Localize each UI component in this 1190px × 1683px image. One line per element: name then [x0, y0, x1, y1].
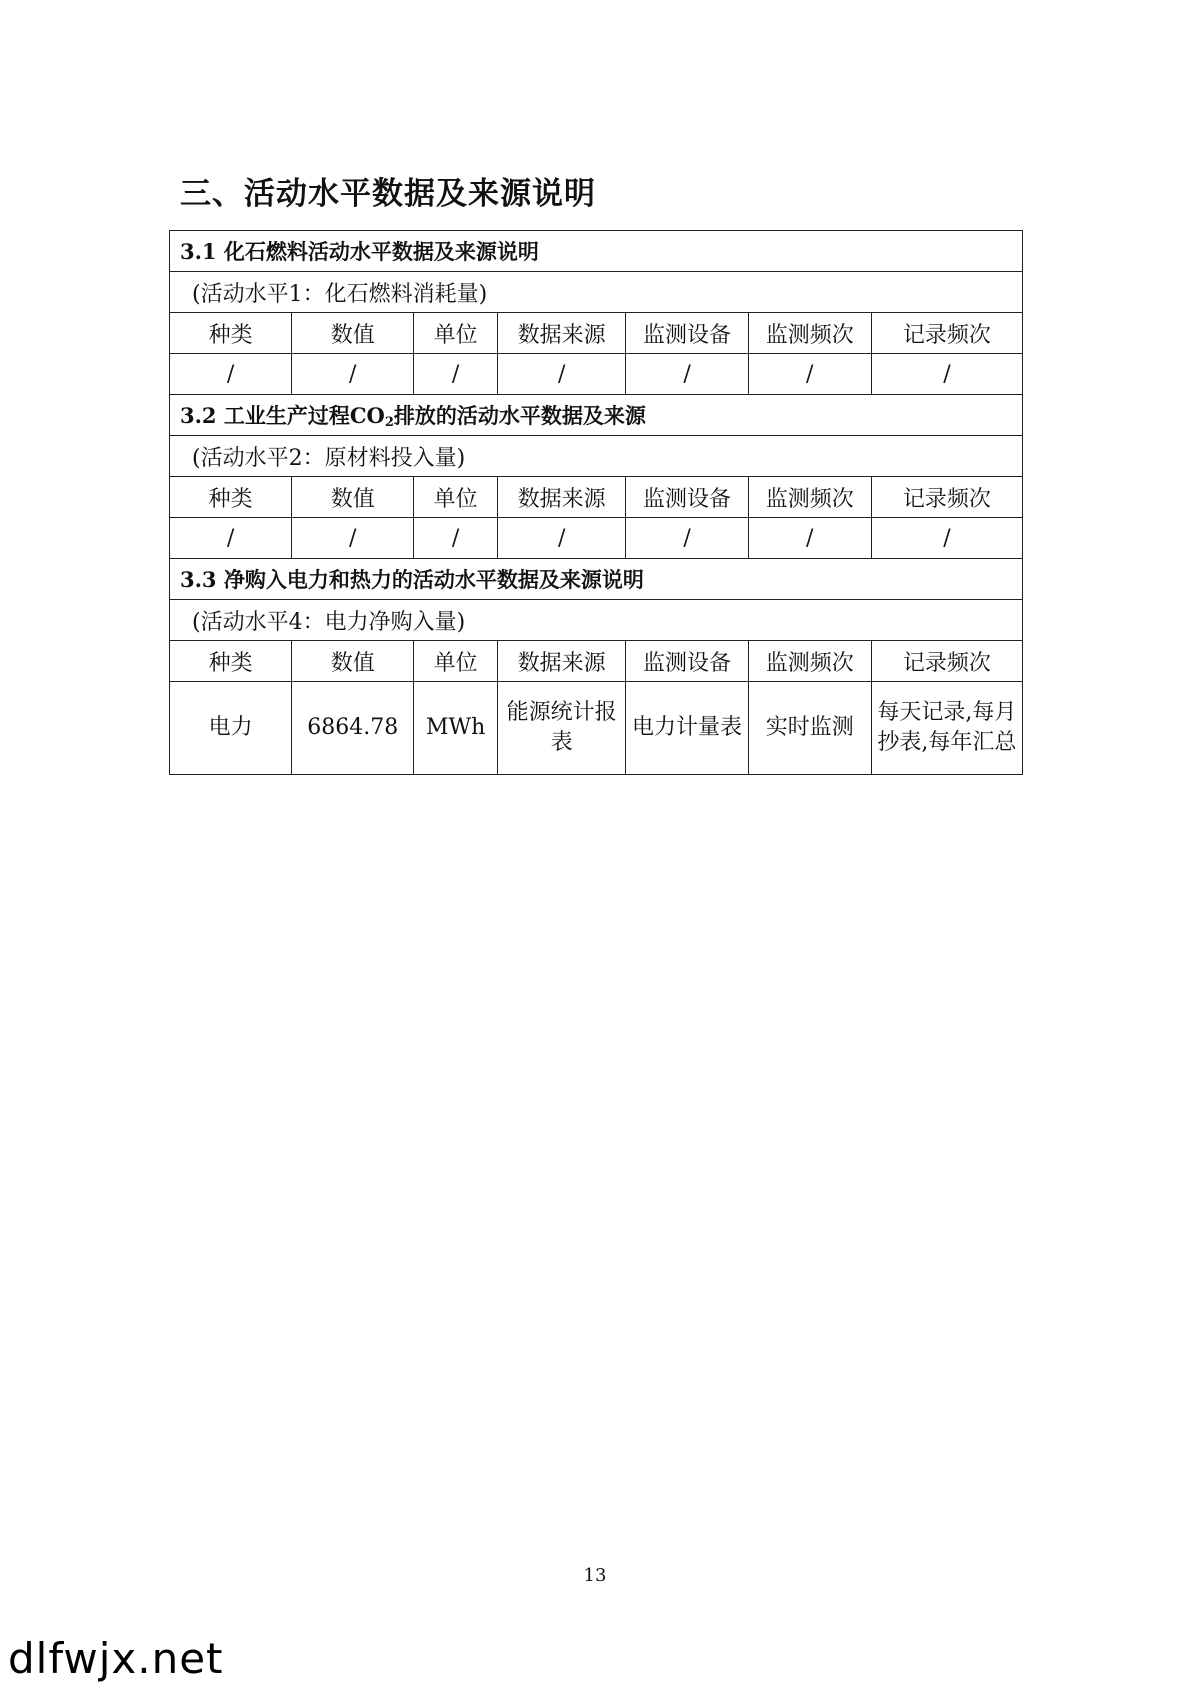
table-row — [170, 682, 1023, 775]
col-header-type: 种类 — [170, 313, 292, 354]
col-header-type: 种类 — [170, 641, 292, 682]
activity-row — [170, 272, 1023, 313]
section-title-3-3: 3.3 净购入电力和热力的活动水平数据及来源说明 — [170, 559, 1023, 600]
page-number: 13 — [583, 1565, 607, 1586]
activity-label-4: (活动水平4：电力净购入量) — [170, 600, 1023, 641]
cell-device: / — [626, 354, 748, 395]
col-header-source: 数据来源 — [497, 477, 626, 518]
cell-monitor-freq: / — [748, 518, 871, 559]
section-title-row — [170, 559, 1023, 600]
cell-source: / — [497, 354, 626, 395]
section-title-3-1: 3.1 化石燃料活动水平数据及来源说明 — [170, 231, 1023, 272]
col-header-unit: 单位 — [414, 641, 498, 682]
col-header-source: 数据来源 — [497, 313, 626, 354]
cell-record-freq: / — [871, 354, 1022, 395]
section-title-text: 排放的活动水平数据及来源 — [393, 403, 646, 428]
section-title-3-2 — [170, 395, 1023, 436]
activity-label-2: (活动水平2：原材料投入量) — [170, 436, 1023, 477]
activity-row — [170, 436, 1023, 477]
col-header-type: 种类 — [170, 477, 292, 518]
cell-monitor-freq: / — [748, 354, 871, 395]
cell-source: 能源统计报表 — [497, 682, 626, 775]
cell-record-freq: 每天记录,每月抄表,每年汇总 — [871, 682, 1022, 775]
section-title-text: 3.2 工业生产过程CO — [180, 403, 385, 428]
cell-unit: MWh — [414, 682, 498, 775]
cell-source: / — [497, 518, 626, 559]
col-header-monitor-freq: 监测频次 — [748, 477, 871, 518]
cell-value: / — [292, 518, 414, 559]
cell-value: 6864.78 — [292, 682, 414, 775]
section-title-row — [170, 395, 1023, 436]
watermark: dlfwjx.net — [8, 1634, 224, 1683]
header-row — [170, 641, 1023, 682]
subscript: 2 — [384, 415, 394, 430]
section-title-row — [170, 231, 1023, 272]
col-header-device: 监测设备 — [626, 477, 748, 518]
activity-row — [170, 600, 1023, 641]
col-header-device: 监测设备 — [626, 641, 748, 682]
col-header-monitor-freq: 监测频次 — [748, 313, 871, 354]
activity-label-1: (活动水平1：化石燃料消耗量) — [170, 272, 1023, 313]
cell-device: / — [626, 518, 748, 559]
cell-record-freq: / — [871, 518, 1022, 559]
col-header-record-freq: 记录频次 — [871, 313, 1022, 354]
cell-unit: / — [414, 354, 498, 395]
header-row — [170, 313, 1023, 354]
cell-type: 电力 — [170, 682, 292, 775]
col-header-value: 数值 — [292, 477, 414, 518]
col-header-value: 数值 — [292, 641, 414, 682]
col-header-device: 监测设备 — [626, 313, 748, 354]
col-header-source: 数据来源 — [497, 641, 626, 682]
col-header-record-freq: 记录频次 — [871, 641, 1022, 682]
col-header-record-freq: 记录频次 — [871, 477, 1022, 518]
cell-type: / — [170, 518, 292, 559]
cell-unit: / — [414, 518, 498, 559]
table-row — [170, 518, 1023, 559]
section-heading: 三、活动水平数据及来源说明 — [180, 176, 596, 212]
cell-device: 电力计量表 — [626, 682, 748, 775]
col-header-unit: 单位 — [414, 477, 498, 518]
col-header-value: 数值 — [292, 313, 414, 354]
table-row — [170, 354, 1023, 395]
cell-type: / — [170, 354, 292, 395]
col-header-monitor-freq: 监测频次 — [748, 641, 871, 682]
activity-data-table — [169, 230, 1023, 775]
col-header-unit: 单位 — [414, 313, 498, 354]
cell-value: / — [292, 354, 414, 395]
cell-monitor-freq: 实时监测 — [748, 682, 871, 775]
header-row — [170, 477, 1023, 518]
